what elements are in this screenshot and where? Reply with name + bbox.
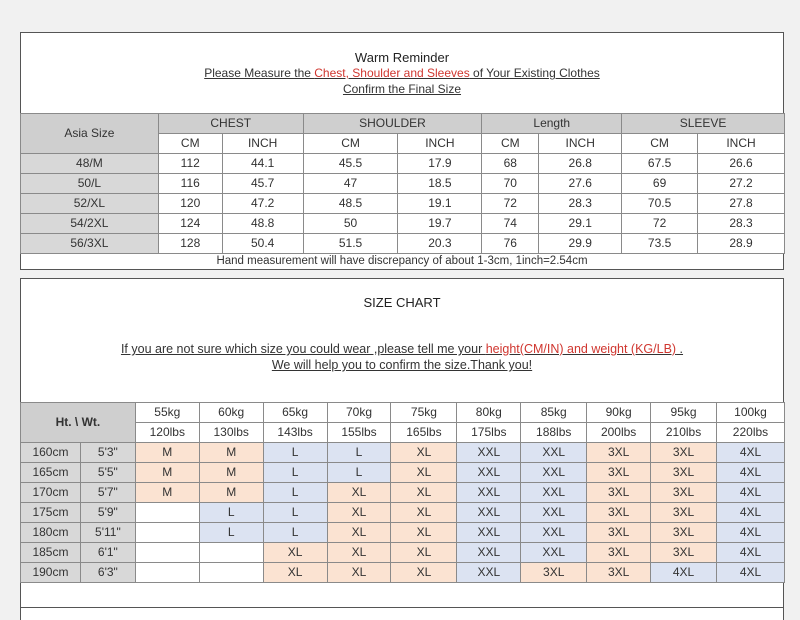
reminder-line-2: Confirm the Final Size xyxy=(342,82,462,96)
table-row xyxy=(21,214,785,234)
size-cell: L xyxy=(327,443,391,463)
weight-kg-header: 65kg xyxy=(263,403,327,423)
asia-size-header: Asia Size xyxy=(21,114,159,154)
weight-lbs-header: 220lbs xyxy=(716,423,784,443)
size-chart-table xyxy=(20,402,785,583)
value-cell: 19.1 xyxy=(398,194,482,214)
value-cell: 47 xyxy=(303,174,398,194)
value-cell: 19.7 xyxy=(398,214,482,234)
size-cell: XXL xyxy=(521,543,587,563)
table-row xyxy=(21,174,785,194)
height-ft-cell: 5'11" xyxy=(80,523,135,543)
weight-kg-header: 100kg xyxy=(716,403,784,423)
value-cell: 27.6 xyxy=(539,174,622,194)
size-cell xyxy=(199,563,263,583)
height-ft-cell: 6'1" xyxy=(80,543,135,563)
size-cell: XL xyxy=(327,503,391,523)
value-cell: 44.1 xyxy=(222,154,303,174)
value-cell: 28.3 xyxy=(539,194,622,214)
size-cell: L xyxy=(199,503,263,523)
size-cell: L xyxy=(327,463,391,483)
size-cell: 4XL xyxy=(716,563,784,583)
size-cell: 4XL xyxy=(716,543,784,563)
unit-header: CM xyxy=(158,134,222,154)
height-cm-cell: 175cm xyxy=(21,503,81,523)
table-row xyxy=(21,543,785,563)
size-cell: 3XL xyxy=(521,563,587,583)
size-cell: 4XL xyxy=(716,443,784,463)
weight-lbs-header: 165lbs xyxy=(391,423,457,443)
size-cell: M xyxy=(135,463,199,483)
height-ft-cell: 5'5" xyxy=(80,463,135,483)
size-cell: 4XL xyxy=(716,503,784,523)
value-cell: 73.5 xyxy=(622,234,698,254)
weight-lbs-header: 175lbs xyxy=(457,423,521,443)
size-cell: 3XL xyxy=(651,543,717,563)
height-cm-cell: 190cm xyxy=(21,563,81,583)
size-cell: L xyxy=(199,523,263,543)
value-cell: 29.9 xyxy=(539,234,622,254)
value-cell: 120 xyxy=(158,194,222,214)
value-cell: 68 xyxy=(482,154,539,174)
value-cell: 70.5 xyxy=(622,194,698,214)
measurement-table xyxy=(20,113,785,254)
size-cell: XL xyxy=(327,543,391,563)
group-header: SHOULDER xyxy=(303,114,482,134)
table-row xyxy=(21,463,785,483)
size-cell: 3XL xyxy=(587,543,651,563)
value-cell: 50.4 xyxy=(222,234,303,254)
size-cell: XXL xyxy=(457,503,521,523)
height-cm-cell: 170cm xyxy=(21,483,81,503)
size-cell: XXL xyxy=(521,463,587,483)
height-cm-cell: 160cm xyxy=(21,443,81,463)
value-cell: 50 xyxy=(303,214,398,234)
height-cm-cell: 185cm xyxy=(21,543,81,563)
height-ft-cell: 6'3" xyxy=(80,563,135,583)
unit-header: CM xyxy=(622,134,698,154)
table-row xyxy=(21,154,785,174)
table-row xyxy=(21,443,785,463)
unit-header: CM xyxy=(482,134,539,154)
value-cell: 27.8 xyxy=(698,194,785,214)
weight-kg-header: 90kg xyxy=(587,403,651,423)
size-cell: L xyxy=(263,523,327,543)
value-cell: 76 xyxy=(482,234,539,254)
value-cell: 124 xyxy=(158,214,222,234)
measurement-note: Hand measurement will have discrepancy of about 1-3cm, 1inch=2.54cm xyxy=(216,255,588,267)
value-cell: 51.5 xyxy=(303,234,398,254)
size-cell: 3XL xyxy=(651,523,717,543)
value-cell: 116 xyxy=(158,174,222,194)
value-cell: 27.2 xyxy=(698,174,785,194)
unit-header: INCH xyxy=(398,134,482,154)
size-cell: XL xyxy=(391,483,457,503)
size-cell: 56/3XL xyxy=(21,234,159,254)
size-cell: M xyxy=(199,483,263,503)
size-cell: 50/L xyxy=(21,174,159,194)
group-header: CHEST xyxy=(158,114,303,134)
size-chart-line-2: We will help you to confirm the size.Thank you! xyxy=(271,358,533,372)
table-row xyxy=(21,234,785,254)
size-cell xyxy=(199,543,263,563)
size-cell: XXL xyxy=(521,483,587,503)
size-cell: 54/2XL xyxy=(21,214,159,234)
size-cell: 3XL xyxy=(587,483,651,503)
value-cell: 48.5 xyxy=(303,194,398,214)
size-cell: L xyxy=(263,503,327,523)
size-cell: XXL xyxy=(457,483,521,503)
unit-header: CM xyxy=(303,134,398,154)
weight-lbs-header: 130lbs xyxy=(199,423,263,443)
size-cell: M xyxy=(199,463,263,483)
size-cell: XL xyxy=(263,563,327,583)
height-ft-cell: 5'3" xyxy=(80,443,135,463)
weight-lbs-header: 200lbs xyxy=(587,423,651,443)
value-cell: 70 xyxy=(482,174,539,194)
value-cell: 67.5 xyxy=(622,154,698,174)
height-cm-cell: 180cm xyxy=(21,523,81,543)
size-cell: L xyxy=(263,463,327,483)
group-header: SLEEVE xyxy=(622,114,785,134)
weight-kg-header: 70kg xyxy=(327,403,391,423)
unit-header: INCH xyxy=(698,134,785,154)
weight-kg-header: 80kg xyxy=(457,403,521,423)
value-cell: 17.9 xyxy=(398,154,482,174)
size-cell: 4XL xyxy=(716,523,784,543)
weight-kg-header: 75kg xyxy=(391,403,457,423)
size-cell: XXL xyxy=(457,523,521,543)
size-cell: 3XL xyxy=(651,463,717,483)
size-cell: 3XL xyxy=(587,563,651,583)
weight-kg-header: 60kg xyxy=(199,403,263,423)
height-ft-cell: 5'9" xyxy=(80,503,135,523)
value-cell: 20.3 xyxy=(398,234,482,254)
weight-kg-header: 95kg xyxy=(651,403,717,423)
size-chart-panel xyxy=(20,278,784,608)
weight-lbs-header: 143lbs xyxy=(263,423,327,443)
group-header: Length xyxy=(482,114,622,134)
value-cell: 28.9 xyxy=(698,234,785,254)
size-cell: M xyxy=(199,443,263,463)
size-cell: 4XL xyxy=(651,563,717,583)
size-cell xyxy=(135,563,199,583)
size-cell: 3XL xyxy=(587,503,651,523)
value-cell: 28.3 xyxy=(698,214,785,234)
value-cell: 26.8 xyxy=(539,154,622,174)
size-cell: 3XL xyxy=(587,463,651,483)
size-cell: XXL xyxy=(521,523,587,543)
size-cell: XL xyxy=(327,523,391,543)
size-cell xyxy=(135,543,199,563)
bottom-strip xyxy=(20,608,784,620)
size-cell: M xyxy=(135,443,199,463)
weight-kg-header: 55kg xyxy=(135,403,199,423)
weight-lbs-header: 188lbs xyxy=(521,423,587,443)
value-cell: 72 xyxy=(482,194,539,214)
weight-kg-header: 85kg xyxy=(521,403,587,423)
size-cell: L xyxy=(263,443,327,463)
table-row xyxy=(21,523,785,543)
size-cell: XL xyxy=(391,543,457,563)
size-cell: 3XL xyxy=(587,443,651,463)
value-cell: 45.5 xyxy=(303,154,398,174)
size-cell: XXL xyxy=(457,443,521,463)
size-cell: XL xyxy=(263,543,327,563)
measurement-panel xyxy=(20,32,784,270)
size-cell: XL xyxy=(327,483,391,503)
unit-header: INCH xyxy=(539,134,622,154)
value-cell: 45.7 xyxy=(222,174,303,194)
value-cell: 48.8 xyxy=(222,214,303,234)
size-cell: XL xyxy=(391,463,457,483)
value-cell: 112 xyxy=(158,154,222,174)
size-cell: XXL xyxy=(457,543,521,563)
warm-reminder-title: Warm Reminder xyxy=(354,50,450,65)
size-cell: XL xyxy=(327,563,391,583)
weight-lbs-header: 120lbs xyxy=(135,423,199,443)
ht-wt-header: Ht. \ Wt. xyxy=(21,403,136,443)
reminder-line-1: Please Measure the Chest, Shoulder and Sleeves of Your Existing Clothes xyxy=(204,66,600,80)
size-cell: 4XL xyxy=(716,463,784,483)
size-cell: 3XL xyxy=(587,523,651,543)
size-chart-text xyxy=(21,341,783,373)
size-cell: 3XL xyxy=(651,483,717,503)
value-cell: 72 xyxy=(622,214,698,234)
size-chart-line-1: If you are not sure which size you could wear ,please tell me your height(CM/IN) and weight (KG/LB) . xyxy=(120,342,684,356)
size-cell: XL xyxy=(391,563,457,583)
size-cell xyxy=(135,523,199,543)
value-cell: 74 xyxy=(482,214,539,234)
height-ft-cell: 5'7" xyxy=(80,483,135,503)
size-cell: XL xyxy=(391,503,457,523)
height-cm-cell: 165cm xyxy=(21,463,81,483)
weight-lbs-header: 155lbs xyxy=(327,423,391,443)
unit-header: INCH xyxy=(222,134,303,154)
size-cell: L xyxy=(263,483,327,503)
size-cell: 3XL xyxy=(651,443,717,463)
size-cell: 48/M xyxy=(21,154,159,174)
value-cell: 26.6 xyxy=(698,154,785,174)
size-cell: 3XL xyxy=(651,503,717,523)
size-cell: XXL xyxy=(457,463,521,483)
size-cell: M xyxy=(135,483,199,503)
reminder-text xyxy=(21,65,783,97)
value-cell: 69 xyxy=(622,174,698,194)
table-row xyxy=(21,194,785,214)
value-cell: 29.1 xyxy=(539,214,622,234)
table-row xyxy=(21,503,785,523)
value-cell: 128 xyxy=(158,234,222,254)
size-cell: 52/XL xyxy=(21,194,159,214)
size-cell: XXL xyxy=(521,503,587,523)
table-row xyxy=(21,483,785,503)
size-cell: 4XL xyxy=(716,483,784,503)
value-cell: 18.5 xyxy=(398,174,482,194)
size-cell: XL xyxy=(391,443,457,463)
table-row xyxy=(21,563,785,583)
size-chart-title: SIZE CHART xyxy=(363,295,441,310)
size-cell: XL xyxy=(391,523,457,543)
size-cell: XXL xyxy=(457,563,521,583)
value-cell: 47.2 xyxy=(222,194,303,214)
weight-lbs-header: 210lbs xyxy=(651,423,717,443)
size-cell: XXL xyxy=(521,443,587,463)
size-cell xyxy=(135,503,199,523)
